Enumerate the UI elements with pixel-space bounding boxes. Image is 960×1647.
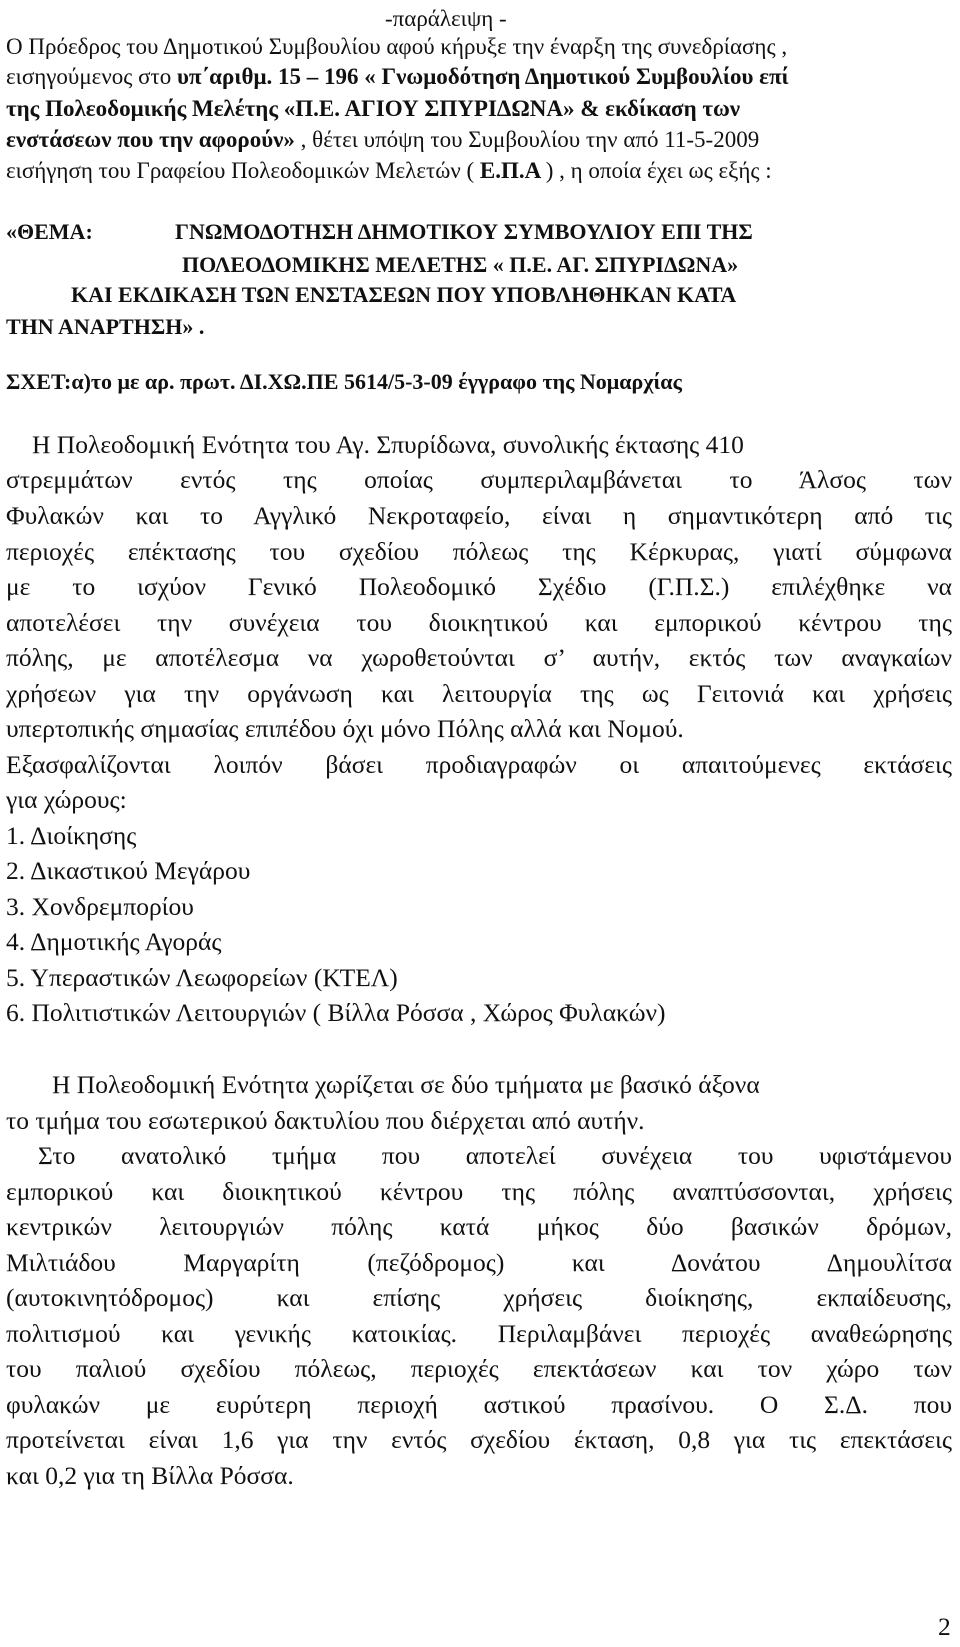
intro-line-3: της Πολεοδομικής Μελέτης «Π.Ε. ΑΓΙΟΥ ΣΠΥΡΙΔΩΝΑ» & εκδίκαση των <box>6 96 741 121</box>
body2-line-10: φυλακών με ευρύτερη περιοχή αστικού πρασίνου. Ο Σ.Δ. που <box>6 1390 952 1419</box>
list-item: 1. Διοίκησης <box>6 821 137 850</box>
body2-line-6: Μιλτιάδου Μαργαρίτη (πεζόδρομος) και Δονάτου Δημουλίτσα <box>6 1248 952 1277</box>
intro-epa-abbrev: Ε.Π.Α <box>479 158 546 183</box>
reference-line: ΣΧΕΤ:α)το με αρ. πρωτ. ΔΙ.ΧΩ.ΠΕ 5614/5-3-09 έγγραφο της Νομαρχίας <box>6 369 682 394</box>
theme-line-2: ΠΟΛΕΟΔΟΜΙΚΗΣ ΜΕΛΕΤΗΣ « Π.Ε. ΑΓ. ΣΠΥΡΙΔΩΝΑ» <box>182 252 739 277</box>
intro-objections-ref: ενστάσεων που την αφορούν» <box>6 127 301 152</box>
body1-line-9: υπερτοπικής σημασίας επιπέδου όχι μόνο Πόλης αλλά και Νομού. <box>6 714 684 743</box>
body1-line-2: στρεμμάτων εντός της οποίας συμπεριλαμβάνεται το Άλσος των <box>6 465 952 494</box>
body1-line-4: περιοχές επέκτασης του σχεδίου πόλεως της Κέρκυρας, γιατί σύμφωνα <box>6 537 952 566</box>
body1-line-1: Η Πολεοδομική Ενότητα του Αγ. Σπυρίδωνα, συνολικής έκτασης 410 <box>32 430 744 459</box>
body2-line-9: του παλιού σχεδίου πόλεως, περιοχές επεκτάσεων και τον χώρο των <box>6 1354 952 1383</box>
body1-line-7: πόλης, με αποτέλεσμα να χωροθετούνται σ’ αυτήν, εκτός των αναγκαίων <box>6 643 952 672</box>
list-item: 2. Δικαστικού Μεγάρου <box>6 856 251 885</box>
theme-line-3: ΚΑΙ ΕΚΔΙΚΑΣΗ ΤΩΝ ΕΝΣΤΑΣΕΩΝ ΠΟΥ ΥΠΟΒΛΗΘΗΚΑΝ ΚΑΤΑ <box>71 282 737 307</box>
intro-line-1: Ο Πρόεδρος του Δημοτικού Συμβουλίου αφού κήρυξε την έναρξη της συνεδρίασης , <box>6 34 788 59</box>
theme-line-4: ΤΗΝ ΑΝΑΡΤΗΣΗ» . <box>6 314 205 339</box>
body2-line-12: και 0,2 για τη Βίλλα Ρόσσα. <box>6 1461 294 1490</box>
body1-line-8: χρήσεων για την οργάνωση και λειτουργία της ως Γειτονιά και χρήσεις <box>6 679 952 708</box>
intro-line-4 <box>6 127 759 153</box>
body1-line-10: Εξασφαλίζονται λοιπόν βάσει προδιαγραφών οι απαιτούμενες εκτάσεις <box>6 750 952 779</box>
theme-label: «ΘΕΜΑ: <box>6 219 93 244</box>
body2-line-4: εμπορικού και διοικητικού κέντρου της πόλης αναπτύσσονται, χρήσεις <box>6 1177 952 1206</box>
body2-line-5: κεντρικών λειτουργιών πόλης κατά μήκος δύο βασικών δρόμων, <box>6 1212 952 1241</box>
list-item: 5. Υπεραστικών Λεωφορείων (ΚΤΕΛ) <box>6 963 398 992</box>
intro-line-5-text: εισήγηση του Γραφείου Πολεοδομικών Μελετών ( <box>6 158 480 183</box>
body2-line-1: Η Πολεοδομική Ενότητα χωρίζεται σε δύο τμήματα με βασικό άξονα <box>52 1070 760 1099</box>
list-item: 6. Πολιτιστικών Λειτουργιών ( Βίλλα Ρόσσα , Χώρος Φυλακών) <box>6 998 666 1027</box>
body2-line-2: το τμήμα του εσωτερικού δακτυλίου που διέρχεται από αυτήν. <box>6 1106 645 1135</box>
body2-line-7: (αυτοκινητόδρομος) και επίσης χρήσεις διοίκησης, εκπαίδευσης, <box>6 1283 952 1312</box>
list-item: 3. Χονδρεμπορίου <box>6 892 194 921</box>
theme-line-1: ΓΝΩΜΟΔΟΤΗΣΗ ΔΗΜΟΤΙΚΟΥ ΣΥΜΒΟΥΛΙΟΥ ΕΠΙ ΤΗΣ <box>175 219 753 244</box>
page-number: 2 <box>938 1612 951 1641</box>
body1-line-3: Φυλακών και το Αγγλικό Νεκροταφείο, είναι η σημαντικότερη από τις <box>6 501 952 530</box>
body1-line-6: αποτελέσει την συνέχεια του διοικητικού και εμπορικού κέντρου της <box>6 608 952 637</box>
intro-line-2 <box>6 64 789 90</box>
intro-line-5 <box>6 158 772 184</box>
intro-decision-ref: υπ΄αριθμ. 15 – 196 « Γνωμοδότηση Δημοτικού Συμβουλίου επί <box>176 64 789 89</box>
intro-line-2-text: εισηγούμενος στο <box>6 64 177 89</box>
body1-line-11: για χώρους: <box>6 785 127 814</box>
body2-line-8: πολιτισμού και γενικής κατοικίας. Περιλαμβάνει περιοχές αναθεώρησης <box>6 1319 952 1348</box>
body2-line-11: προτείνεται είναι 1,6 για την εντός σχεδίου έκταση, 0,8 για τις επεκτάσεις <box>6 1425 952 1454</box>
body2-line-3: Στο ανατολικό τμήμα που αποτελεί συνέχεια του υφιστάμενου <box>38 1141 952 1170</box>
intro-line-4-text: , θέτει υπόψη του Συμβουλίου την από 11-5-2009 <box>300 127 760 152</box>
omission-note: -παράλειψη - <box>385 6 507 31</box>
intro-line-5-end: ) , η οποία έχει ως εξής : <box>545 158 772 183</box>
body1-line-5: με το ισχύον Γενικό Πολεοδομικό Σχέδιο (Γ.Π.Σ.) επιλέχθηκε να <box>6 572 952 601</box>
list-item: 4. Δημοτικής Αγοράς <box>6 927 222 956</box>
